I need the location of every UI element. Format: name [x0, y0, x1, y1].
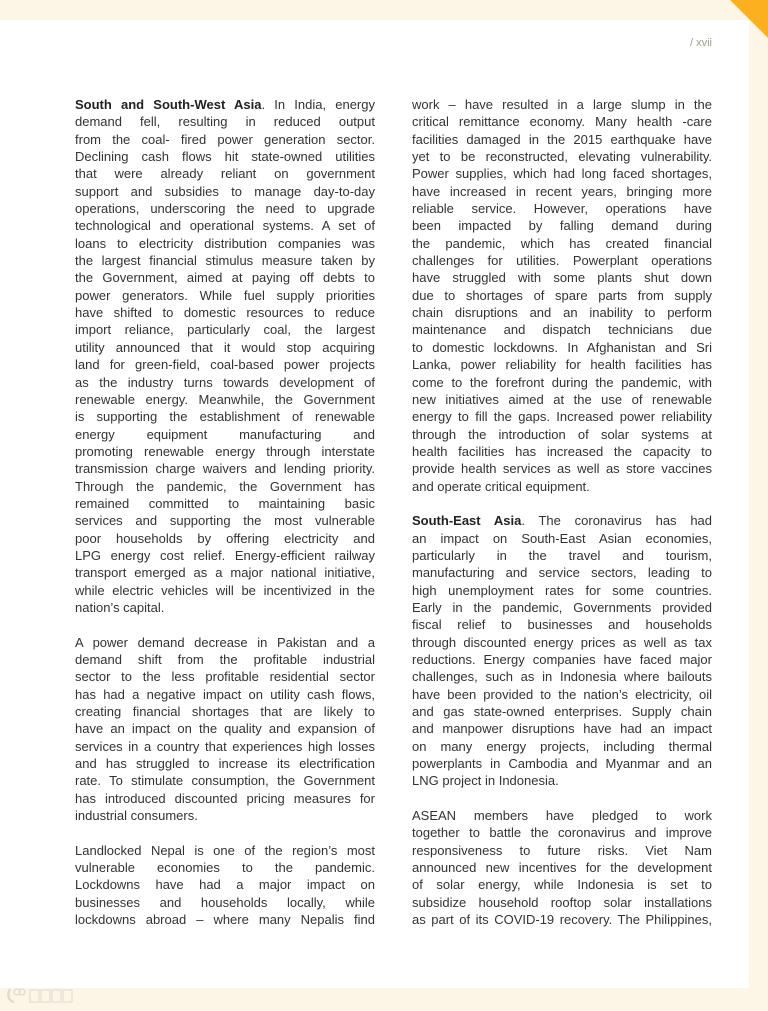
line-text: that were already reliant on government: [75, 166, 375, 182]
line-text: challenges for utilities. Powerplant operations: [412, 253, 712, 269]
text-line: [412, 148, 712, 165]
text-line: [75, 235, 375, 252]
text-line: [412, 582, 712, 599]
line-text: Landlocked Nepal is one of the region’s most: [75, 842, 375, 858]
line-text: subsidize household rooftop solar installations: [412, 894, 712, 910]
line-text: provide health services as well as store vaccines: [412, 461, 712, 477]
text-line: [75, 582, 375, 599]
watermark-logo: [6, 986, 76, 1011]
line-text: and gas state-owned enterprises. Supply chain: [412, 704, 712, 720]
line-text: Declining cash flows hit state-owned utilities: [75, 149, 375, 165]
line-text: health facilities has increased the capacity to: [412, 443, 712, 459]
paragraph: [412, 96, 712, 495]
line-text: been impacted by falling demand during: [412, 218, 712, 234]
line-text: Lockdowns have had a major impact on: [75, 877, 375, 893]
text-line: [75, 304, 375, 321]
line-text: LNG project in Indonesia.: [412, 773, 559, 789]
line-text: transport emerged as a major national initiative,: [75, 565, 375, 581]
text-line: [75, 599, 375, 616]
line-text: has had a negative impact on utility cash flows,: [75, 686, 375, 702]
text-line: [75, 686, 375, 703]
line-text: rate. To stimulate consumption, the Government: [75, 773, 375, 789]
line-text: reliable service. However, operations have: [412, 201, 712, 217]
line-text: as part of its COVID-19 recovery. The Philippines,: [412, 912, 712, 928]
line-text: together to battle the coronavirus and improve: [412, 825, 712, 841]
text-column-left: [75, 96, 375, 946]
line-text: to domestic lockdowns. In Afghanistan and Sri: [412, 339, 712, 355]
text-line: [412, 824, 712, 841]
section-heading: South and South-West Asia: [75, 97, 262, 112]
line-text: the Government, aimed at paying off debts to: [75, 270, 375, 286]
text-line: [412, 304, 712, 321]
text-line: [412, 235, 712, 252]
line-text: poor households by offering electricity and: [75, 530, 375, 546]
text-column-right: [412, 96, 712, 946]
line-text: high unemployment rates for some countries.: [412, 582, 712, 598]
text-line: [75, 131, 375, 148]
text-line: [412, 772, 712, 789]
line-text: services in a country that experiences high losses: [75, 738, 375, 754]
line-text: support and subsidies to manage day-to-day: [75, 183, 375, 199]
line-text: announced new incentives for the development: [412, 860, 712, 876]
text-line: [75, 183, 375, 200]
line-text: energy equipment manufacturing and: [75, 426, 375, 442]
line-text: on many energy projects, including thermal: [412, 738, 712, 754]
text-line: [412, 703, 712, 720]
text-line: [75, 217, 375, 234]
text-line: [412, 426, 712, 443]
text-line: [412, 668, 712, 685]
paragraph: [412, 807, 712, 928]
line-text: services and supporting the most vulnerable: [75, 513, 375, 529]
line-text: nation’s capital.: [75, 599, 165, 615]
line-text: new initiatives aimed at the use of renewable: [412, 391, 712, 407]
text-line: [412, 339, 712, 356]
text-line: [412, 374, 712, 391]
line-text: manufacturing and service sectors, leading to: [412, 565, 712, 581]
text-line: [75, 478, 375, 495]
line-text: lockdowns abroad – where many Nepalis find: [75, 912, 375, 928]
line-text: of solar energy, while Indonesia is set to: [412, 877, 712, 893]
text-line: [75, 807, 375, 824]
text-line: [412, 894, 712, 911]
text-line: [412, 391, 712, 408]
line-text: as the industry turns towards development of: [75, 374, 375, 390]
text-line: [412, 478, 712, 495]
text-line: [75, 113, 375, 130]
text-line: [412, 131, 712, 148]
text-line: [412, 113, 712, 130]
line-text: particularly in the travel and tourism,: [412, 547, 712, 563]
text-line: [75, 165, 375, 182]
text-line: [75, 391, 375, 408]
line-text: have increased in recent years, bringing more: [412, 183, 712, 199]
paragraph: [75, 842, 375, 929]
text-line: [412, 252, 712, 269]
text-line: [412, 547, 712, 564]
paragraph: [412, 512, 712, 790]
text-line: [75, 460, 375, 477]
line-text: industrial consumers.: [75, 808, 198, 824]
line-text: and operate critical equipment.: [412, 478, 590, 494]
text-line: [412, 530, 712, 547]
text-line: [75, 443, 375, 460]
line-text: yet to be reconstructed, elevating vulnerability.: [412, 149, 712, 165]
text-line: [412, 408, 712, 425]
line-text: promoting renewable energy through interstate: [75, 443, 375, 459]
line-text: vulnerable economies to the pandemic.: [75, 860, 375, 876]
text-line: [75, 148, 375, 165]
text-line: [75, 894, 375, 911]
text-line: [75, 426, 375, 443]
text-line: [75, 547, 375, 564]
line-text: power generators. While fuel supply priorities: [75, 287, 375, 303]
text-line: [412, 911, 712, 928]
text-line: [412, 96, 712, 113]
text-line: [412, 217, 712, 234]
text-line: [75, 495, 375, 512]
line-text: Early in the pandemic, Governments provided: [412, 599, 712, 615]
text-line: [412, 460, 712, 477]
line-text: from the coal- fired power generation sector.: [75, 131, 375, 147]
text-line: [412, 321, 712, 338]
line-text: demand shift from the profitable industrial: [75, 652, 375, 667]
text-line: [75, 703, 375, 720]
line-text: remained committed to maintaining basic: [75, 495, 375, 511]
text-line: [412, 512, 712, 529]
line-text: loans to electricity distribution companies was: [75, 235, 375, 251]
text-line: [412, 443, 712, 460]
text-line: [75, 755, 375, 772]
line-text: an impact on South-East Asian economies,: [412, 530, 712, 546]
line-text: through discounted energy prices as well as tax: [412, 634, 712, 650]
line-text: ASEAN members have pledged to work: [412, 808, 712, 824]
text-line: [412, 183, 712, 200]
text-line: [75, 269, 375, 286]
line-text: while electric vehicles will be incentivized in the: [75, 582, 375, 598]
line-text: powerplants in Cambodia and Myanmar and an: [412, 756, 712, 772]
line-text: fiscal relief to businesses and households: [412, 617, 712, 633]
line-text: the pandemic, which has created financial: [412, 235, 712, 251]
line-text: sector to the less profitable residential sector: [75, 669, 375, 685]
text-line: [75, 252, 375, 269]
text-line: [412, 165, 712, 182]
text-line: [75, 634, 375, 651]
line-text: Power supplies, which had long faced shortages,: [412, 166, 712, 182]
text-line: [75, 911, 375, 928]
line-text: demand fell, resulting in reduced output: [75, 114, 375, 130]
text-line: [412, 651, 712, 668]
line-text: utility announced that it would stop acquiring: [75, 339, 375, 355]
text-line: [75, 720, 375, 737]
text-line: [75, 530, 375, 547]
line-text: . The coronavirus has had: [521, 513, 713, 529]
text-line: [412, 720, 712, 737]
line-text: businesses and households locally, while: [75, 894, 375, 910]
line-text: reductions. Energy companies have faced major: [412, 652, 712, 667]
line-text: come to the forefront during the pandemic, with: [412, 374, 712, 390]
text-line: [75, 668, 375, 685]
text-line: [75, 859, 375, 876]
text-line: [412, 859, 712, 876]
text-line: [75, 790, 375, 807]
line-text: import reliance, particularly coal, the largest: [75, 322, 375, 338]
text-line: [75, 200, 375, 217]
text-line: [75, 876, 375, 893]
text-line: [75, 512, 375, 529]
section-heading: South-East Asia: [412, 513, 522, 529]
line-text: has introduced discounted pricing measures for: [75, 790, 375, 806]
line-text: land for green-field, coal-based power projects: [75, 357, 375, 373]
text-line: [412, 269, 712, 286]
line-text: energy to fill the gaps. Increased power reliability: [412, 409, 712, 425]
line-text: maintenance and dispatch technicians due: [412, 322, 712, 338]
line-text: operations, underscoring the need to upgrade: [75, 201, 375, 217]
text-line: [75, 408, 375, 425]
line-text: LPG energy cost relief. Energy-efficient railway: [75, 547, 375, 563]
line-text: through the introduction of solar systems at: [412, 426, 712, 442]
text-line: [75, 842, 375, 859]
line-text: . In India, energy: [261, 97, 375, 112]
text-line: [75, 738, 375, 755]
paragraph: [75, 96, 375, 616]
line-text: is supporting the establishment of renewable: [75, 409, 375, 425]
line-text: have struggled with some plants shut down: [412, 270, 712, 286]
line-text: and manpower disruptions have had an impact: [412, 721, 712, 737]
text-line: [412, 356, 712, 373]
line-text: chain disruptions and an inability to perform: [412, 305, 712, 321]
line-text: facilities damaged in the 2015 earthquake have: [412, 131, 712, 147]
text-line: [412, 738, 712, 755]
line-text: and has struggled to increase its electrification: [75, 756, 375, 772]
text-line: [412, 564, 712, 581]
line-text: creating financial shortages that are likely to: [75, 704, 375, 720]
line-text: have an impact on the quality and expansion of: [75, 721, 375, 737]
text-line: [75, 287, 375, 304]
paragraph: [75, 634, 375, 825]
text-line: [412, 287, 712, 304]
line-text: the largest financial stimulus measure taken by: [75, 253, 375, 269]
line-text: A power demand decrease in Pakistan and a: [75, 634, 375, 650]
line-text: technological and operational systems. A set of: [75, 218, 375, 234]
text-line: [75, 772, 375, 789]
text-line: [412, 599, 712, 616]
line-text: critical remittance economy. Many health -care: [412, 114, 712, 130]
text-line: [412, 616, 712, 633]
line-text: challenges, such as in Indonesia where bailouts: [412, 669, 712, 685]
text-line: [75, 356, 375, 373]
line-text: Through the pandemic, the Government has: [75, 478, 375, 494]
text-line: [75, 564, 375, 581]
line-text: have been provided to the nation’s electricity, oil: [412, 686, 712, 702]
text-line: [75, 339, 375, 356]
corner-accent-triangle: [730, 0, 768, 38]
text-line: [75, 321, 375, 338]
text-line: [412, 876, 712, 893]
line-text: responsiveness to future risks. Viet Nam: [412, 842, 712, 858]
text-line: [412, 686, 712, 703]
line-text: due to shortages of spare parts from supply: [412, 287, 712, 303]
line-text: transmission charge waivers and lending priority.: [75, 461, 375, 477]
text-line: [75, 651, 375, 668]
line-text: work – have resulted in a large slump in the: [412, 97, 712, 112]
line-text: have shifted to domestic resources to reduce: [75, 305, 375, 321]
text-line: [412, 842, 712, 859]
text-line: [412, 634, 712, 651]
text-line: [75, 96, 375, 113]
line-text: Lanka, power reliability for health facilities has: [412, 357, 712, 373]
page-number: / xvii: [690, 37, 712, 49]
text-line: [412, 807, 712, 824]
text-line: [412, 755, 712, 772]
line-text: renewable energy. Meanwhile, the Government: [75, 391, 375, 407]
text-line: [412, 200, 712, 217]
text-line: [75, 374, 375, 391]
